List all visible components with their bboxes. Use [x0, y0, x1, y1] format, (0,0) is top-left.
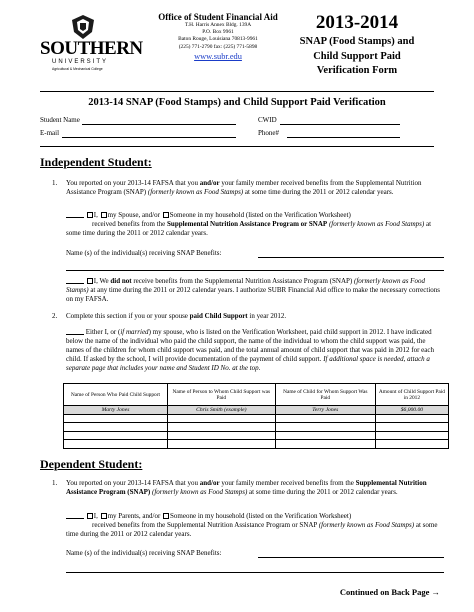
- fields-divider: [40, 146, 434, 147]
- child-support-statement: Either I, or (if married) my spouse, who is listed on the Verification Worksheet, paid child support in 2012. I have indicated below the name of the individual who paid the child support, the name of the individual to whom the child support was paid, the names of the children for whom child support was paid, and the total annual amount of child support that was paid in 2012 for each child. If asked by the school, I will provide documentation of the payment of child support. If additional space is needed, attach a separate page that includes your name and Student ID No. at the top.: [66, 328, 434, 372]
- student-name-label: Student Name: [40, 116, 80, 124]
- table-cell[interactable]: [375, 423, 448, 432]
- independent-item-2: 2. Complete this section if you or your spouse paid Child Support in year 2012.: [52, 312, 287, 320]
- form-heading: 2013-14 SNAP (Food Stamps) and Child Support Paid Verification: [88, 97, 386, 108]
- independent-received-initials[interactable]: [66, 211, 84, 218]
- email-field[interactable]: [62, 137, 236, 138]
- cwid-label: CWID: [258, 116, 277, 124]
- table-row: [64, 440, 449, 449]
- independent-household-checkbox[interactable]: [163, 212, 169, 218]
- website-link[interactable]: www.subr.edu: [194, 51, 242, 61]
- office-info: [150, 12, 286, 61]
- dependent-parents-checkbox[interactable]: [101, 513, 107, 519]
- table-cell[interactable]: [375, 431, 448, 440]
- table-header-row: [64, 384, 449, 406]
- table-cell[interactable]: [275, 423, 375, 432]
- table-cell[interactable]: [275, 440, 375, 449]
- child-support-table: [63, 383, 449, 449]
- dependent-names-field-1[interactable]: [258, 557, 444, 558]
- form-title-line-3: Verification Form: [316, 65, 398, 76]
- office-name: Office of Student Financial Aid: [158, 12, 278, 22]
- dependent-student-heading: Dependent Student:: [40, 457, 143, 471]
- independent-names-field-2[interactable]: [66, 270, 444, 271]
- independent-names-label: Name (s) of the individual(s) receiving SNAP Benefits:: [66, 249, 222, 257]
- example-amount: $6,000.00: [375, 406, 448, 415]
- independent-student-heading: Independent Student:: [40, 155, 152, 169]
- col-amount-header: Amount of Child Support Paid in 2012: [375, 384, 448, 406]
- example-payer: Marty Jones: [64, 406, 168, 415]
- office-address-3: Baton Rouge, Louisiana 70813-9961: [178, 36, 258, 43]
- form-title-block: [292, 12, 422, 78]
- table-cell[interactable]: [167, 440, 275, 449]
- office-phone: (225) 771-2790 fax: (225) 771-5898: [178, 43, 258, 50]
- form-title-line-1: SNAP (Food Stamps) and: [299, 36, 415, 47]
- table-cell[interactable]: [375, 440, 448, 449]
- table-cell[interactable]: [64, 423, 168, 432]
- independent-self-checkbox[interactable]: [87, 212, 93, 218]
- table-cell[interactable]: [167, 431, 275, 440]
- table-cell[interactable]: [64, 440, 168, 449]
- table-row: [64, 423, 449, 432]
- logo-wordmark: SOUTHERN: [40, 38, 143, 59]
- dependent-names-label: Name (s) of the individual(s) receiving SNAP Benefits:: [66, 549, 222, 557]
- example-child: Terry Jones: [275, 406, 375, 415]
- form-title-line-2: Child Support Paid: [313, 50, 401, 62]
- cwid-field[interactable]: [280, 124, 400, 125]
- header-divider: [40, 91, 434, 92]
- independent-not-received-initials[interactable]: [66, 277, 84, 284]
- independent-item-1: 1. You reported on your 2013-14 FAFSA that you and/or your family member received benefits from the Supplemental Nutrition Assistance Program (SNAP) (formerly known as Food Stamps) at some time during the 2011 or 2012 calendar years.: [52, 179, 422, 196]
- logo-tagline: Agricultural & Mechanical College: [52, 67, 103, 71]
- phone-field[interactable]: [287, 137, 400, 138]
- southern-university-logo: [40, 14, 143, 76]
- col-child-header: Name of Child for Whom Support Was Paid: [275, 384, 375, 406]
- independent-not-received-checkbox[interactable]: [87, 278, 93, 284]
- email-label: E-mail: [40, 129, 60, 137]
- table-cell[interactable]: [64, 414, 168, 423]
- logo-subtext: UNIVERSITY: [52, 59, 109, 65]
- dependent-item-1: 1. You reported on your 2013-14 FAFSA that you and/or your family member received benefits from the Supplemental Nutrition Assistance Program (SNAP) (formerly known as Food Stamps) at some time during the 2011 or 2012 calendar years.: [52, 479, 427, 496]
- table-cell[interactable]: [167, 414, 275, 423]
- dependent-received-initials[interactable]: [66, 512, 84, 519]
- award-year: 2013-2014: [315, 12, 399, 33]
- table-row-example: [64, 406, 449, 415]
- independent-spouse-checkbox[interactable]: [101, 212, 107, 218]
- child-support-initials[interactable]: [66, 328, 84, 335]
- dependent-option-received: I, my Parents, and/or Someone in my household (listed on the Verification Worksheet) received benefits from the Supplemental Nutrition Assistance Program or SNAP (formerly known as Food Stamps) at some time during the 2011 or 2012 calendar years.: [66, 512, 438, 538]
- table-row: [64, 431, 449, 440]
- dependent-household-checkbox[interactable]: [163, 513, 169, 519]
- col-payer-header: Name of Person Who Paid Child Support: [64, 384, 168, 406]
- col-payee-header: Name of Person to Whom Child Support was Paid: [167, 384, 275, 406]
- table-cell[interactable]: [275, 431, 375, 440]
- example-payee: Chris Smith (example): [167, 406, 275, 415]
- dependent-self-checkbox[interactable]: [87, 513, 93, 519]
- continued-on-back-label: Continued on Back Page →: [339, 587, 440, 597]
- phone-label: Phone#: [258, 129, 279, 137]
- office-address-2: P.O. Box 9961: [202, 29, 234, 36]
- table-cell[interactable]: [167, 423, 275, 432]
- table-cell[interactable]: [275, 414, 375, 423]
- crest-icon: [70, 14, 96, 40]
- independent-names-field-1[interactable]: [258, 257, 444, 258]
- independent-option-not-received: I, We did not receive benefits from the Supplemental Nutrition Assistance Program (SNAP) (formerly known as Food Stamps) at any time during the 2011 or 2012 calendar years. I authorize SUBR Financial Aid office to make the necessary corrections on my FAFSA.: [66, 277, 441, 303]
- student-name-field[interactable]: [82, 124, 236, 125]
- table-cell[interactable]: [375, 414, 448, 423]
- office-address-1: T.H. Harris Annex Bldg. 139A: [184, 22, 252, 28]
- independent-option-received: I, my Spouse, and/or Someone in my household (listed on the Verification Worksheet) received benefits from the Supplemental Nutrition Assistance Program or SNAP (formerly known as Food Stamps) at some time during the 2011 or 2012 calendar years.: [66, 211, 432, 237]
- dependent-names-field-2[interactable]: [66, 572, 444, 573]
- table-cell[interactable]: [64, 431, 168, 440]
- table-row: [64, 414, 449, 423]
